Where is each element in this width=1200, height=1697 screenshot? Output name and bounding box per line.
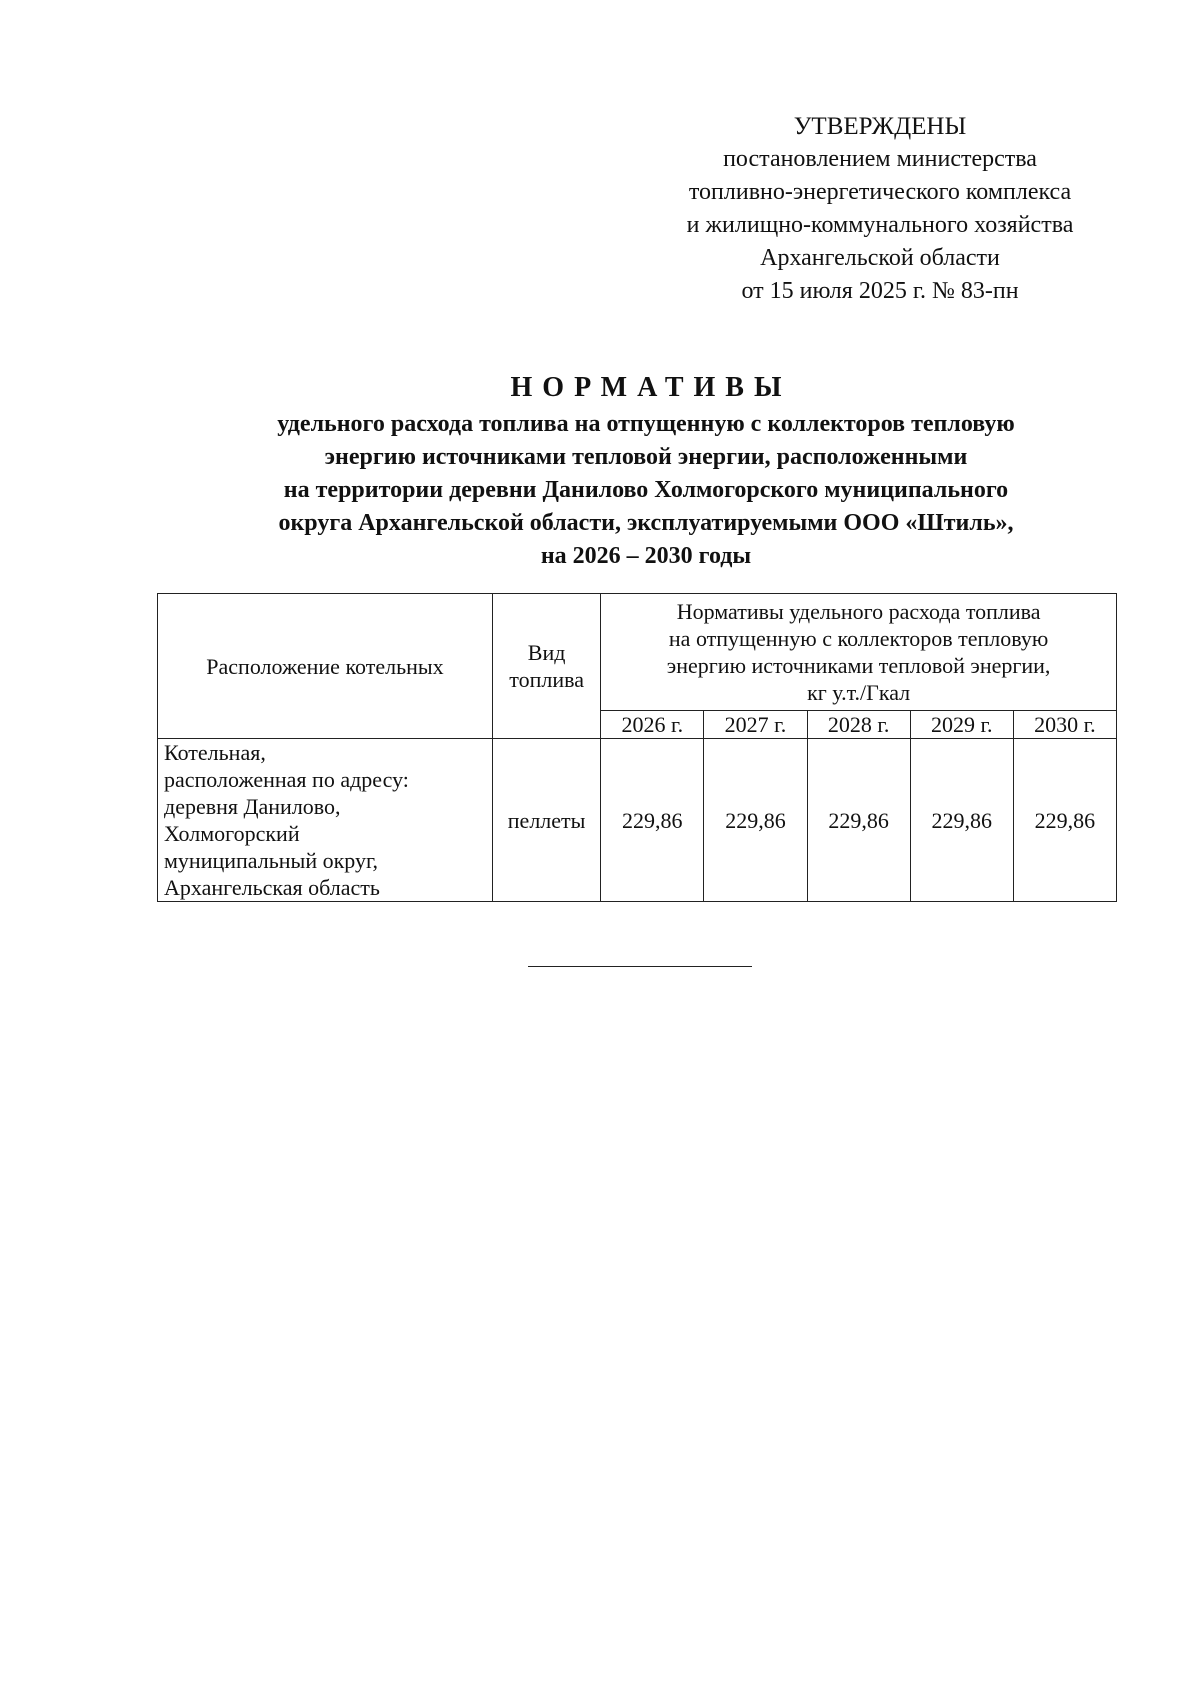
location-line: Архангельская область (164, 875, 380, 900)
header-norms-line: на отпущенную с коллекторов тепловую (668, 626, 1049, 651)
location-line: Холмогорский (164, 821, 300, 846)
location-line: Котельная, (164, 740, 266, 765)
location-line: муниципальный округ, (164, 848, 379, 873)
header-fuel-line: Вид (527, 640, 566, 665)
header-location: Расположение котельных (158, 594, 493, 739)
location-line: деревня Данилово, (164, 794, 341, 819)
header-norms-line: кг у.т./Гкал (807, 680, 911, 705)
value-cell: 229,86 (910, 739, 1013, 902)
location-cell (158, 739, 493, 902)
value-cell: 229,86 (601, 739, 704, 902)
approval-line: от 15 июля 2025 г. № 83-пн (741, 278, 1019, 304)
header-year: 2026 г. (601, 711, 704, 739)
header-norms-line: Нормативы удельного расхода топлива (676, 599, 1041, 624)
approval-line: и жилищно-коммунального хозяйства (686, 212, 1074, 238)
subtitle-line: удельного расхода топлива на отпущенную с коллекторов тепловую (277, 411, 1015, 437)
document-title (140, 368, 1152, 573)
subtitle-line: энергию источниками тепловой энергии, расположенными (324, 444, 968, 470)
header-norms-line: энергию источниками тепловой энергии, (666, 653, 1051, 678)
approval-line: топливно-энергетического комплекса (688, 179, 1072, 205)
approval-block (600, 110, 1160, 308)
subtitle-line: на территории деревни Данилово Холмогорского муниципального (283, 477, 1009, 503)
subtitle-line: на 2026 – 2030 годы (540, 543, 752, 569)
end-divider (528, 966, 752, 967)
header-norms (601, 594, 1117, 711)
header-year: 2028 г. (807, 711, 910, 739)
header-fuel-line: топлива (509, 667, 584, 692)
header-year: 2029 г. (910, 711, 1013, 739)
value-cell: 229,86 (1013, 739, 1116, 902)
value-cell: 229,86 (704, 739, 807, 902)
header-year: 2027 г. (704, 711, 807, 739)
table-row (158, 739, 1117, 902)
title-word: НОРМАТИВЫ (510, 372, 792, 403)
table-header-row (158, 594, 1117, 711)
subtitle-line: округа Архангельской области, эксплуатируемыми ООО «Штиль», (278, 510, 1014, 536)
approval-line: Архангельской области (760, 245, 1000, 271)
approval-line: постановлением министерства (723, 146, 1037, 172)
norms-table (157, 593, 1117, 902)
header-year: 2030 г. (1013, 711, 1116, 739)
header-fuel (492, 594, 600, 739)
approval-heading: УТВЕРЖДЕНЫ (793, 113, 967, 140)
fuel-cell: пеллеты (492, 739, 600, 902)
location-line: расположенная по адресу: (164, 767, 409, 792)
value-cell: 229,86 (807, 739, 910, 902)
